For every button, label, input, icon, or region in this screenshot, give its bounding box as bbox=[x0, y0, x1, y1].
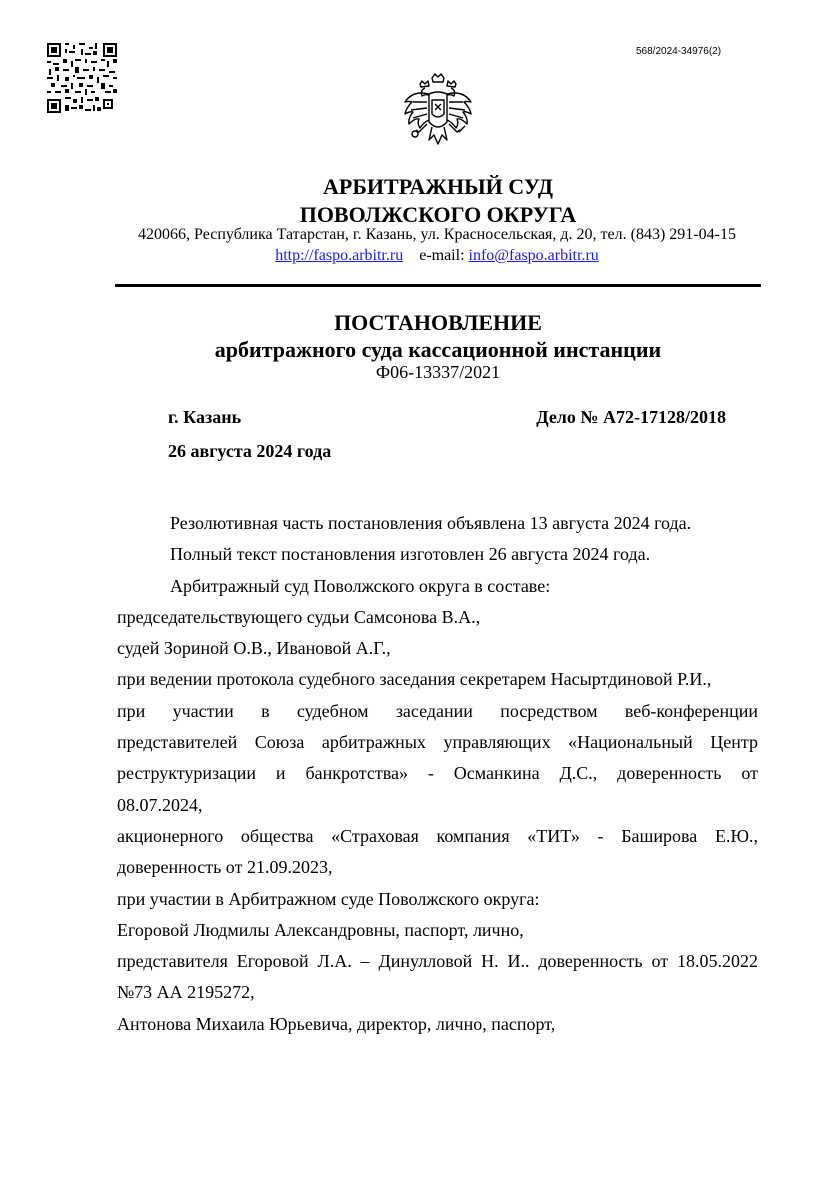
decree-subtitle: арбитражного суда кассационной инстанции bbox=[214, 337, 662, 362]
body-line: доверенность от 21.09.2023, bbox=[117, 857, 333, 878]
court-contacts bbox=[0, 245, 832, 267]
russian-coat-of-arms-icon bbox=[399, 72, 477, 150]
body-line: реструктуризации и банкротства» - Османкина Д.С., доверенность от bbox=[117, 763, 758, 784]
body-line: акционерного общества «Страховая компания «ТИТ» - Баширова Е.Ю., bbox=[117, 825, 758, 846]
email-label: e-mail: bbox=[419, 247, 465, 264]
body-line: Егоровой Людмилы Александровны, паспорт, лично, bbox=[117, 919, 524, 940]
body-line: при ведении протокола судебного заседания секретарем Насыртдиновой Р.И., bbox=[117, 669, 712, 690]
qr-code-icon bbox=[47, 43, 117, 113]
decree-date: 26 августа 2024 года bbox=[168, 441, 332, 461]
body-line: Арбитражный суд Поволжского округа в составе: bbox=[170, 575, 551, 596]
city: г. Казань bbox=[168, 407, 242, 427]
court-name bbox=[22, 173, 832, 229]
email-link[interactable]: info@faspo.arbitr.ru bbox=[468, 247, 599, 264]
body-line: судей Зориной О.В., Ивановой А.Г., bbox=[117, 638, 391, 659]
body-line: при участии в судебном заседании посредством веб-конференции bbox=[117, 700, 758, 721]
body-line: при участии в Арбитражном суде Поволжского округа: bbox=[117, 888, 540, 909]
decree-body bbox=[117, 508, 758, 1040]
body-line: представителей Союза арбитражных управляющих «Национальный Центр bbox=[117, 732, 758, 753]
body-line: 08.07.2024, bbox=[117, 794, 203, 815]
court-name-line1: АРБИТРАЖНЫЙ СУД bbox=[323, 174, 553, 199]
body-line: председательствующего судьи Самсонова В.А., bbox=[117, 606, 481, 627]
document-code: 568/2024-34976(2) bbox=[636, 46, 722, 57]
header-divider bbox=[115, 284, 761, 287]
decree-title: ПОСТАНОВЛЕНИЕ bbox=[334, 310, 542, 335]
court-address: 420066, Республика Татарстан, г. Казань, ул. Красносельская, д. 20, тел. (843) 291-04-15 bbox=[138, 226, 736, 243]
body-line: №73 АА 2195272, bbox=[117, 982, 255, 1003]
body-line: Антонова Михаила Юрьевича, директор, лично, паспорт, bbox=[117, 1013, 556, 1034]
case-number: Дело № А72-17128/2018 bbox=[536, 407, 726, 427]
decree-number: Ф06-13337/2021 bbox=[375, 362, 501, 382]
court-name-line2: ПОВОЛЖСКОГО ОКРУГА bbox=[299, 202, 577, 227]
body-line: Полный текст постановления изготовлен 26 августа 2024 года. bbox=[170, 544, 651, 565]
website-link[interactable]: http://faspo.arbitr.ru bbox=[275, 247, 404, 264]
body-line: Резолютивная часть постановления объявлена 13 августа 2024 года. bbox=[170, 513, 692, 533]
body-line: представителя Егоровой Л.А. – Динулловой Н. И.. доверенность от 18.05.2022 bbox=[117, 951, 758, 972]
